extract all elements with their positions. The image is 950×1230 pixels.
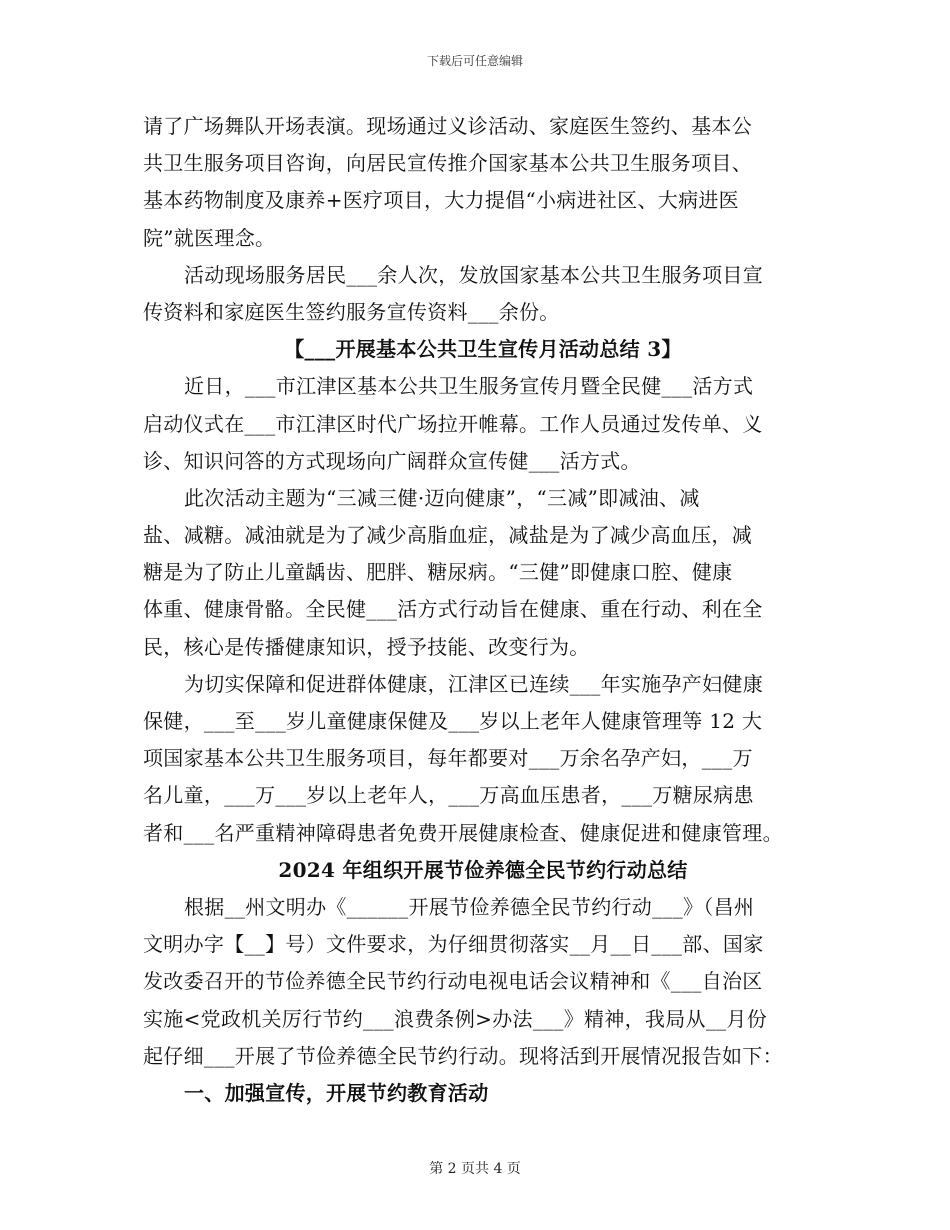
paragraph-line: 项国家基本公共卫生服务项目，每年都要对___万余名孕产妇，___万 (143, 746, 753, 771)
paragraph-line: 体重、健康骨骼。全民健___活方式行动旨在健康、重在行动、利在全 (143, 597, 763, 622)
paragraph-line: 诊、知识问答的方式现场向广阔群众宣传健___活方式。 (143, 448, 641, 473)
paragraph-line: 保健，___至___岁儿童健康保健及___岁以上老年人健康管理等 12 大 (143, 709, 763, 733)
paragraph-line: 糖是为了防止儿童龋齿、肥胖、糖尿病。“三健”即健康口腔、健康 (143, 560, 733, 585)
paragraph-line: 请了广场舞队开场表演。现场通过义诊活动、家庭医生签约、基本公 (143, 114, 752, 138)
paragraph-line: 根据__州文明办《______开展节俭养德全民节约行动___》（昌州 (184, 894, 755, 919)
paragraph-line: 活动现场服务居民___余人次，发放国家基本公共卫生服务项目宣 (184, 262, 763, 287)
section-heading: 【___开展基本公共卫生宣传月活动总结 3】 (284, 337, 682, 362)
paragraph-line: 实施<党政机关厉行节约___浪费条例>办法___》精神，我局从__月份 (143, 1006, 768, 1031)
paragraph-line: 民，核心是传播健康知识，授予技能、改变行为。 (143, 634, 590, 659)
document-title: 2024 年组织开展节俭养德全民节约行动总结 (278, 857, 688, 882)
paragraph-line: 名儿童，___万___岁以上老年人，___万高血压患者，___万糖尿病患 (143, 783, 754, 808)
paragraph-line: 传资料和家庭医生签约服务宣传资料___余份。 (143, 299, 560, 324)
page-header: 下载后可任意编辑 (426, 54, 523, 68)
paragraph-line: 起仔细___开展了节俭养德全民节约行动。现将活到开展情况报告如下： (143, 1043, 783, 1068)
document-body (143, 108, 823, 1112)
paragraph-line: 共卫生服务项目咨询，向居民宣传推介国家基本公共卫生服务项目、 (143, 151, 752, 176)
paragraph-line: 盐、减糖。减油就是为了减少高脂血症，减盐是为了减少高血压，减 (143, 523, 752, 548)
paragraph-line: 此次活动主题为“三减三健·迈向健康”，“三减”即减油、减 (184, 485, 700, 510)
paragraph-line: 为切实保障和促进群体健康，江津区已连续___年实施孕产妇健康 (184, 671, 763, 696)
subsection-heading: 一、加强宣传，开展节约教育活动 (184, 1080, 489, 1105)
paragraph-line: 近日，___市江津区基本公共卫生服务宣传月暨全民健___活方式 (184, 374, 754, 399)
paragraph-line: 文明办字【__】号）文件要求，为仔细贯彻落实__月__日___部、国家 (143, 932, 764, 957)
paragraph-line: 基本药物制度及康养+医疗项目，大力提倡“小病进社区、大病进医 (143, 188, 739, 213)
paragraph-line: 院”就医理念。 (143, 225, 276, 250)
page-number: 第 2 页共 4 页 (429, 1161, 521, 1177)
paragraph-line: 发改委召开的节俭养德全民节约行动电视电话会议精神和《___自治区 (143, 969, 763, 994)
paragraph-line: 启动仪式在___市江津区时代广场拉开帷幕。工作人员通过发传单、义 (143, 411, 763, 436)
paragraph-line: 者和___名严重精神障碍患者免费开展健康检查、健康促进和健康管理。 (143, 820, 783, 845)
